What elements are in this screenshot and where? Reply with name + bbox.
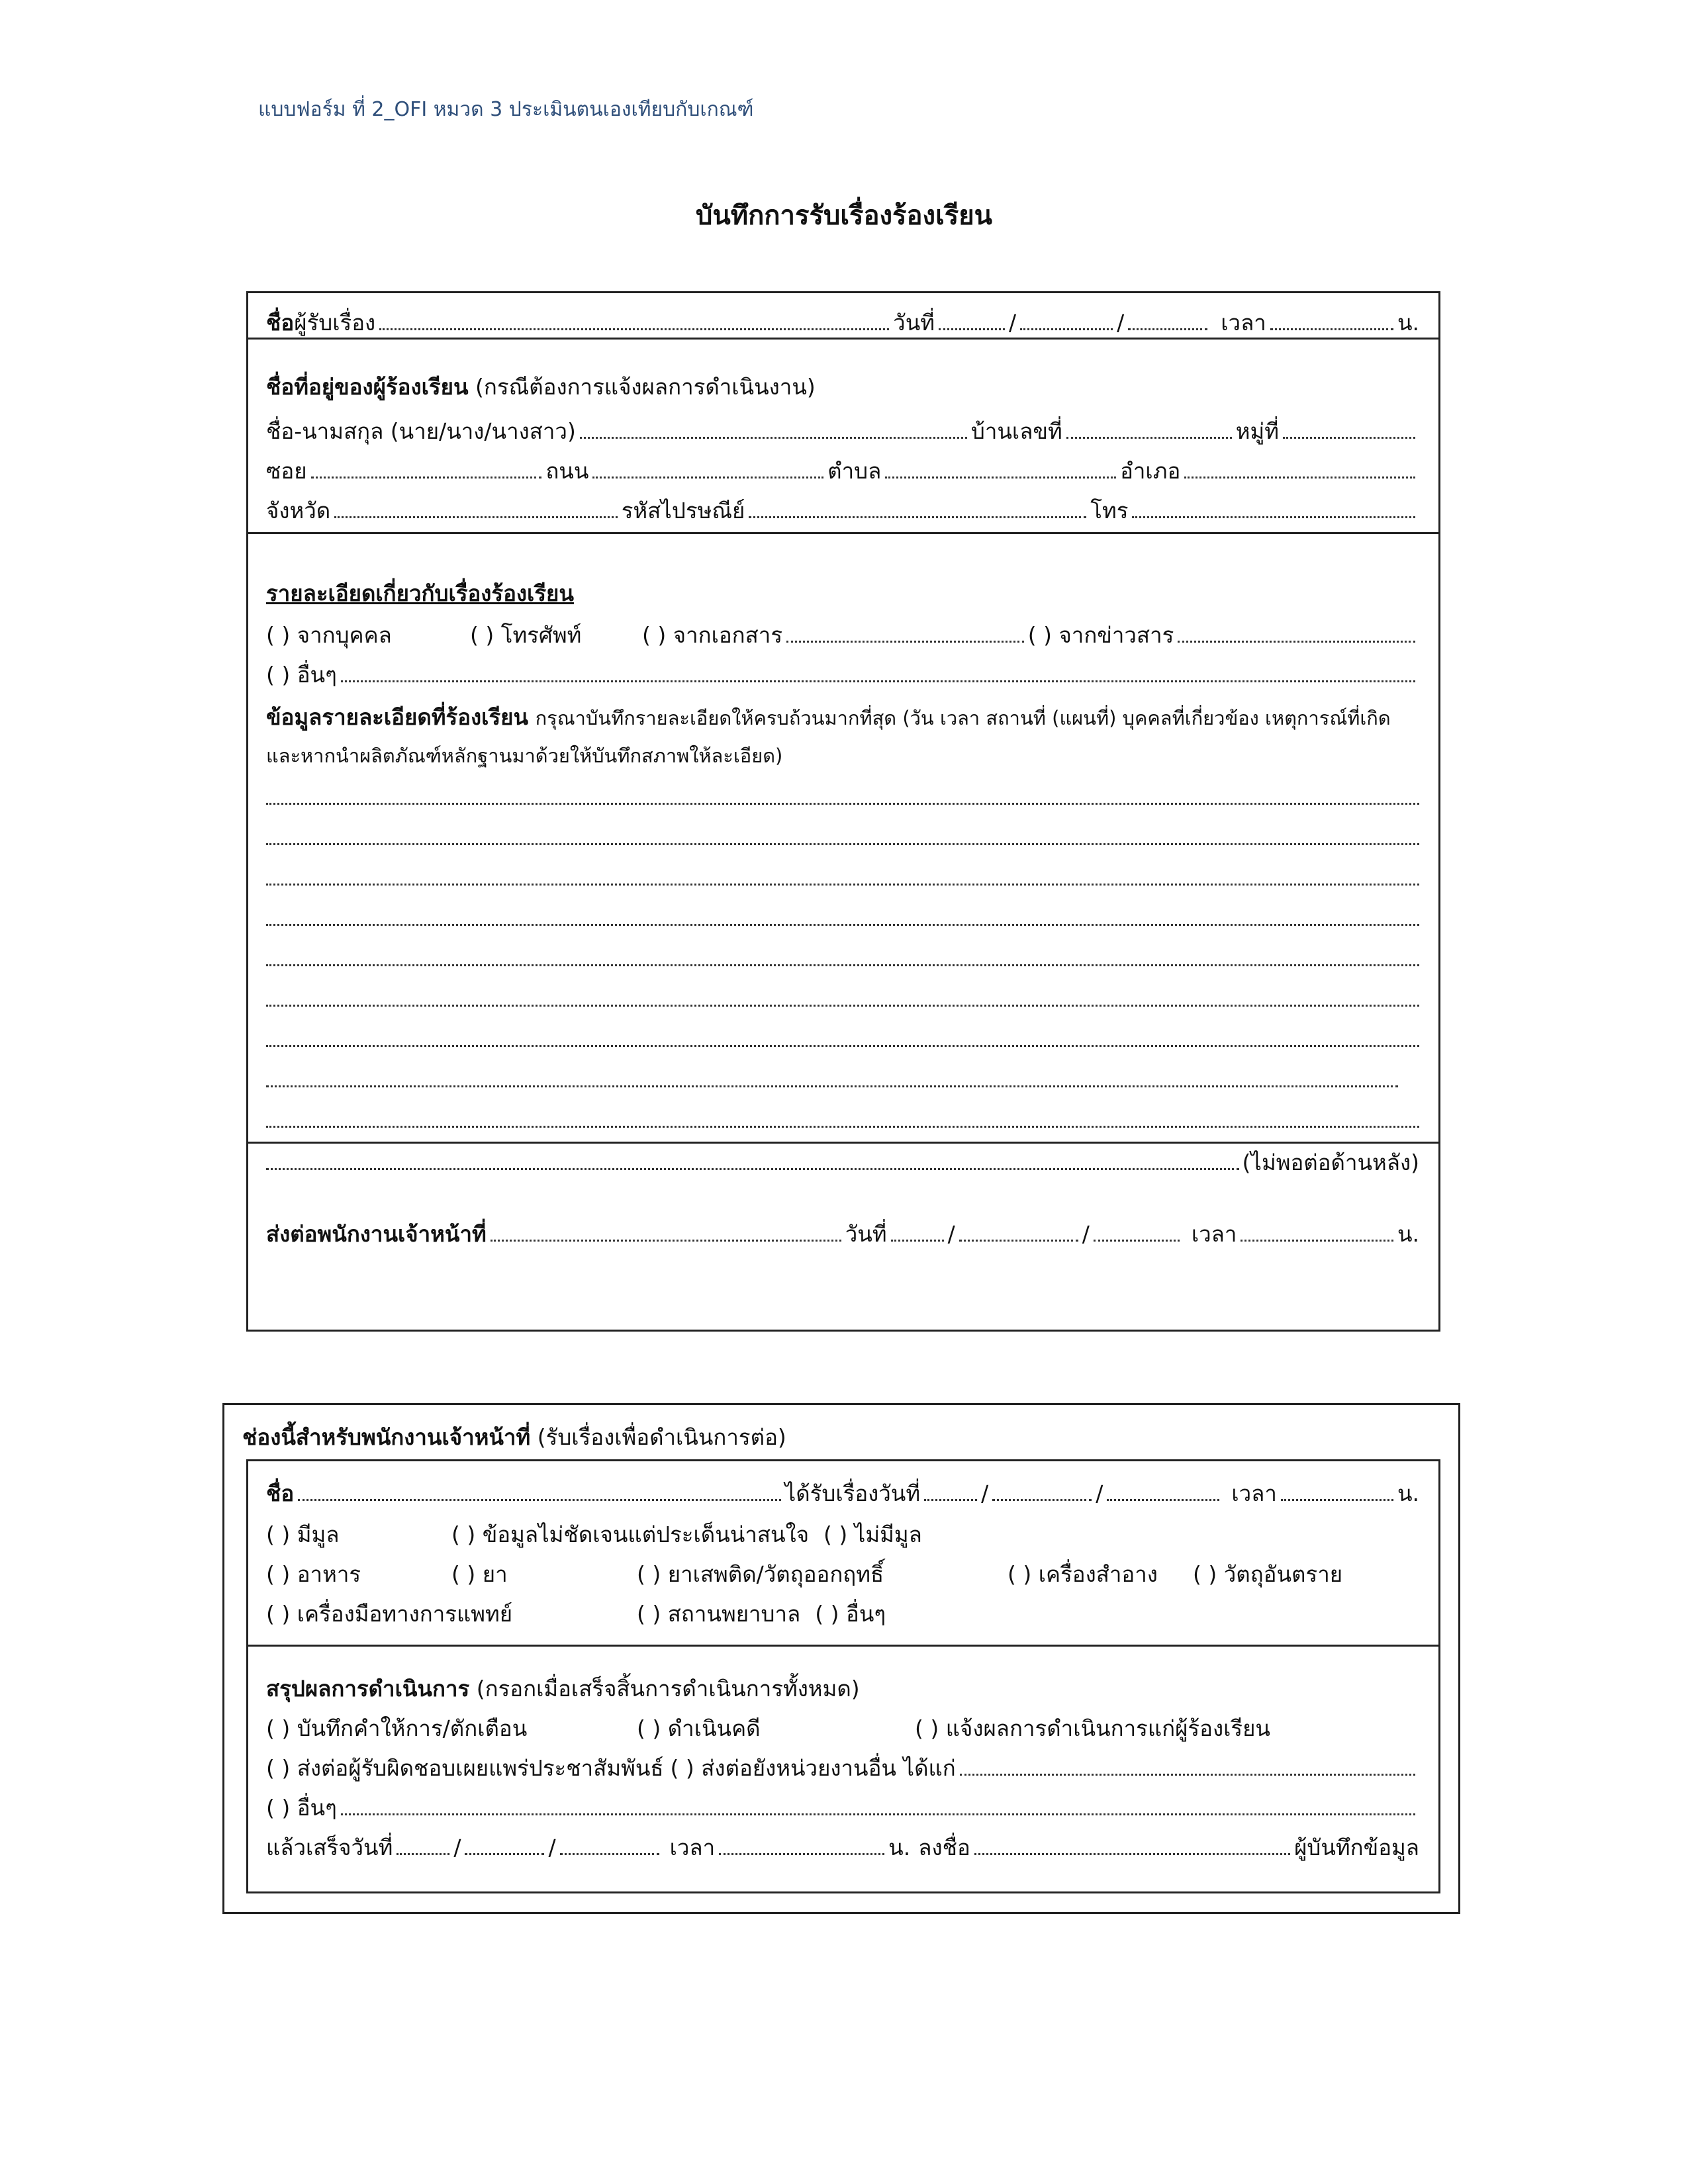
source-phone-option[interactable]: ( ) โทรศัพท์ bbox=[470, 622, 582, 648]
form-title: บันทึกการรับเรื่องร้องเรียน bbox=[695, 201, 993, 231]
summary-options-row bbox=[266, 1714, 1270, 1743]
time-label: เวลา bbox=[1221, 310, 1266, 336]
source-row bbox=[266, 621, 1419, 650]
detail-heading-row: ข้อมูลรายละเอียดที่ร้องเรียน กรุณาบันทึกรายละเอียดให้ครบถ้วนมากที่สุด (วัน เวลา สถานที่ (แผนที่) บุคคลที่เกี่ยวข้อง เหตุการณ์ที่เกิด bbox=[266, 704, 1391, 730]
other-result-field[interactable] bbox=[341, 1795, 1415, 1815]
province-row: จังหวัด รหัสไปรษณีย์ โทร bbox=[266, 496, 1419, 525]
date-year-field[interactable] bbox=[1128, 310, 1207, 330]
officer-name-field[interactable] bbox=[298, 1480, 780, 1501]
detail-last-field[interactable] bbox=[266, 1150, 1239, 1170]
detail-line[interactable] bbox=[266, 865, 1419, 886]
date-label: วันที่ bbox=[893, 310, 935, 336]
source-other-option[interactable]: ( ) อื่นๆ bbox=[266, 662, 337, 688]
source-person-option[interactable]: ( ) จากบุคคล bbox=[266, 622, 392, 648]
narcotic-option[interactable]: ( ) ยาเสพติด/วัตถุออกฤทธิ์ bbox=[637, 1561, 884, 1587]
time-field[interactable] bbox=[1270, 310, 1393, 330]
amphoe-field[interactable] bbox=[1184, 458, 1415, 478]
officer-heading: ช่องนี้สำหรับพนักงานเจ้าหน้าที่ (รับเรื่องเพื่อดำเนินการต่อ) bbox=[242, 1424, 786, 1450]
source-other-field[interactable] bbox=[341, 662, 1415, 682]
forward-agency-row bbox=[266, 1754, 1419, 1783]
source-doc-field[interactable] bbox=[786, 622, 1024, 643]
pr-option[interactable]: ( ) ส่งต่อผู้รับผิดชอบเผยแพร่ประชาสัมพันธ์ bbox=[266, 1755, 664, 1781]
device-option[interactable]: ( ) เครื่องมือทางการแพทย์ bbox=[266, 1601, 513, 1627]
detail-line-last bbox=[266, 1148, 1419, 1177]
receiver-field[interactable] bbox=[379, 310, 889, 330]
done-month-field[interactable] bbox=[465, 1835, 544, 1855]
continue-note: (ไม่พอต่อด้านหลัง) bbox=[1242, 1150, 1419, 1175]
agency-field[interactable] bbox=[960, 1755, 1415, 1776]
postcode-field[interactable] bbox=[749, 498, 1086, 518]
forward-row: ส่งต่อพนักงานเจ้าหน้าที่ วันที่ / / เวลา น. bbox=[266, 1221, 1419, 1247]
other-result-option[interactable]: ( ) อื่นๆ bbox=[266, 1795, 337, 1821]
address-row: ซอย ถนน ตำบล อำเภอ bbox=[266, 457, 1419, 486]
unclear-option[interactable]: ( ) ข้อมูลไม่ชัดเจนแต่ประเด็นน่าสนใจ bbox=[451, 1522, 810, 1547]
receiver-row: ชื่อ ผู้รับเรื่อง วันที่ / / เวลา น. bbox=[266, 308, 1419, 338]
notify-option[interactable]: ( ) แจ้งผลการดำเนินการแก่ผู้ร้องเรียน bbox=[915, 1715, 1270, 1741]
detail-line[interactable] bbox=[266, 1067, 1398, 1087]
done-day-field[interactable] bbox=[397, 1835, 449, 1855]
source-news-field[interactable] bbox=[1178, 622, 1415, 643]
other-result-row bbox=[266, 1794, 1419, 1823]
detail-line[interactable] bbox=[266, 905, 1419, 926]
detail-line[interactable] bbox=[266, 1026, 1419, 1047]
date-day-field[interactable] bbox=[939, 310, 1005, 330]
forward-day-field[interactable] bbox=[891, 1221, 944, 1242]
detail-line[interactable] bbox=[266, 946, 1419, 966]
completion-row: แล้วเสร็จวันที่ / / เวลา น. ลงชื่อ ผู้บันทึกข้อมูล bbox=[266, 1835, 1419, 1860]
food-option[interactable]: ( ) อาหาร bbox=[266, 1561, 361, 1587]
tambon-field[interactable] bbox=[885, 458, 1116, 478]
received-time-field[interactable] bbox=[1281, 1480, 1393, 1501]
received-month-field[interactable] bbox=[992, 1480, 1092, 1501]
detail-line[interactable] bbox=[266, 986, 1419, 1007]
divider bbox=[246, 1645, 1440, 1647]
other-product-option[interactable]: ( ) อื่นๆ bbox=[815, 1601, 886, 1627]
done-year-field[interactable] bbox=[560, 1835, 659, 1855]
signature-field[interactable] bbox=[974, 1835, 1290, 1855]
source-other-row bbox=[266, 660, 1419, 690]
soi-field[interactable] bbox=[311, 458, 542, 478]
officer-name-row: ชื่อ ได้รับเรื่องวันที่ / / เวลา น. bbox=[266, 1480, 1419, 1506]
summary-heading: สรุปผลการดำเนินการ (กรอกเมื่อเสร็จสิ้นการดำเนินการทั้งหมด) bbox=[266, 1676, 860, 1702]
detail-line[interactable] bbox=[266, 1107, 1419, 1128]
forward-year-field[interactable] bbox=[1094, 1221, 1180, 1242]
road-field[interactable] bbox=[592, 458, 823, 478]
source-news-option[interactable]: ( ) จากข่าวสาร bbox=[1027, 622, 1174, 648]
form-header: แบบฟอร์ม ที่ 2_OFI หมวด 3 ประเมินตนเองเทียบกับเกณฑ์ bbox=[258, 98, 754, 121]
date-month-field[interactable] bbox=[1020, 310, 1113, 330]
forward-officer-field[interactable] bbox=[491, 1221, 841, 1242]
statement-option[interactable]: ( ) บันทึกคำให้การ/ตักเตือน bbox=[266, 1715, 528, 1741]
house-number-field[interactable] bbox=[1066, 418, 1232, 439]
moo-field[interactable] bbox=[1283, 418, 1415, 439]
product-row-2 bbox=[266, 1600, 886, 1629]
phone-field[interactable] bbox=[1132, 498, 1415, 518]
province-field[interactable] bbox=[334, 498, 618, 518]
details-heading: รายละเอียดเกี่ยวกับเรื่องร้องเรียน bbox=[266, 580, 574, 606]
detail-note: และหากนำผลิตภัณฑ์หลักฐานมาด้วยให้บันทึกสภาพให้ละเอียด) bbox=[266, 745, 783, 767]
cosmetic-option[interactable]: ( ) เครื่องสำอาง bbox=[1008, 1561, 1158, 1587]
divider bbox=[246, 1142, 1440, 1144]
drug-option[interactable]: ( ) ยา bbox=[451, 1561, 508, 1587]
product-row bbox=[266, 1560, 1342, 1589]
receiver-label: ชื่อ bbox=[266, 310, 295, 336]
divider bbox=[246, 532, 1440, 534]
source-doc-option[interactable]: ( ) จากเอกสาร bbox=[642, 622, 783, 648]
complainant-name-field[interactable] bbox=[580, 418, 967, 439]
divider bbox=[246, 338, 1440, 340]
hazard-option[interactable]: ( ) วัตถุอันตราย bbox=[1193, 1561, 1343, 1587]
valid-option[interactable]: ( ) มีมูล bbox=[266, 1522, 340, 1547]
name-row: ชื่อ-นามสกุล (นาย/นาง/นางสาว) บ้านเลขที่ หมู่ที่ bbox=[266, 417, 1419, 446]
detail-line[interactable] bbox=[266, 825, 1419, 845]
received-year-field[interactable] bbox=[1107, 1480, 1219, 1501]
complainant-heading: ชื่อที่อยู่ของผู้ร้องเรียน (กรณีต้องการแจ้งผลการดำเนินงาน) bbox=[266, 374, 816, 400]
forward-month-field[interactable] bbox=[959, 1221, 1078, 1242]
validity-row bbox=[266, 1520, 922, 1549]
clinic-option[interactable]: ( ) สถานพยาบาล bbox=[637, 1601, 801, 1627]
detail-line[interactable] bbox=[266, 784, 1419, 805]
invalid-option[interactable]: ( ) ไม่มีมูล bbox=[823, 1522, 922, 1547]
forward-time-field[interactable] bbox=[1241, 1221, 1393, 1242]
agency-option[interactable]: ( ) ส่งต่อยังหน่วยงานอื่น ได้แก่ bbox=[670, 1755, 956, 1781]
received-day-field[interactable] bbox=[924, 1480, 977, 1501]
done-time-field[interactable] bbox=[719, 1835, 884, 1855]
prosecute-option[interactable]: ( ) ดำเนินคดี bbox=[637, 1715, 761, 1741]
